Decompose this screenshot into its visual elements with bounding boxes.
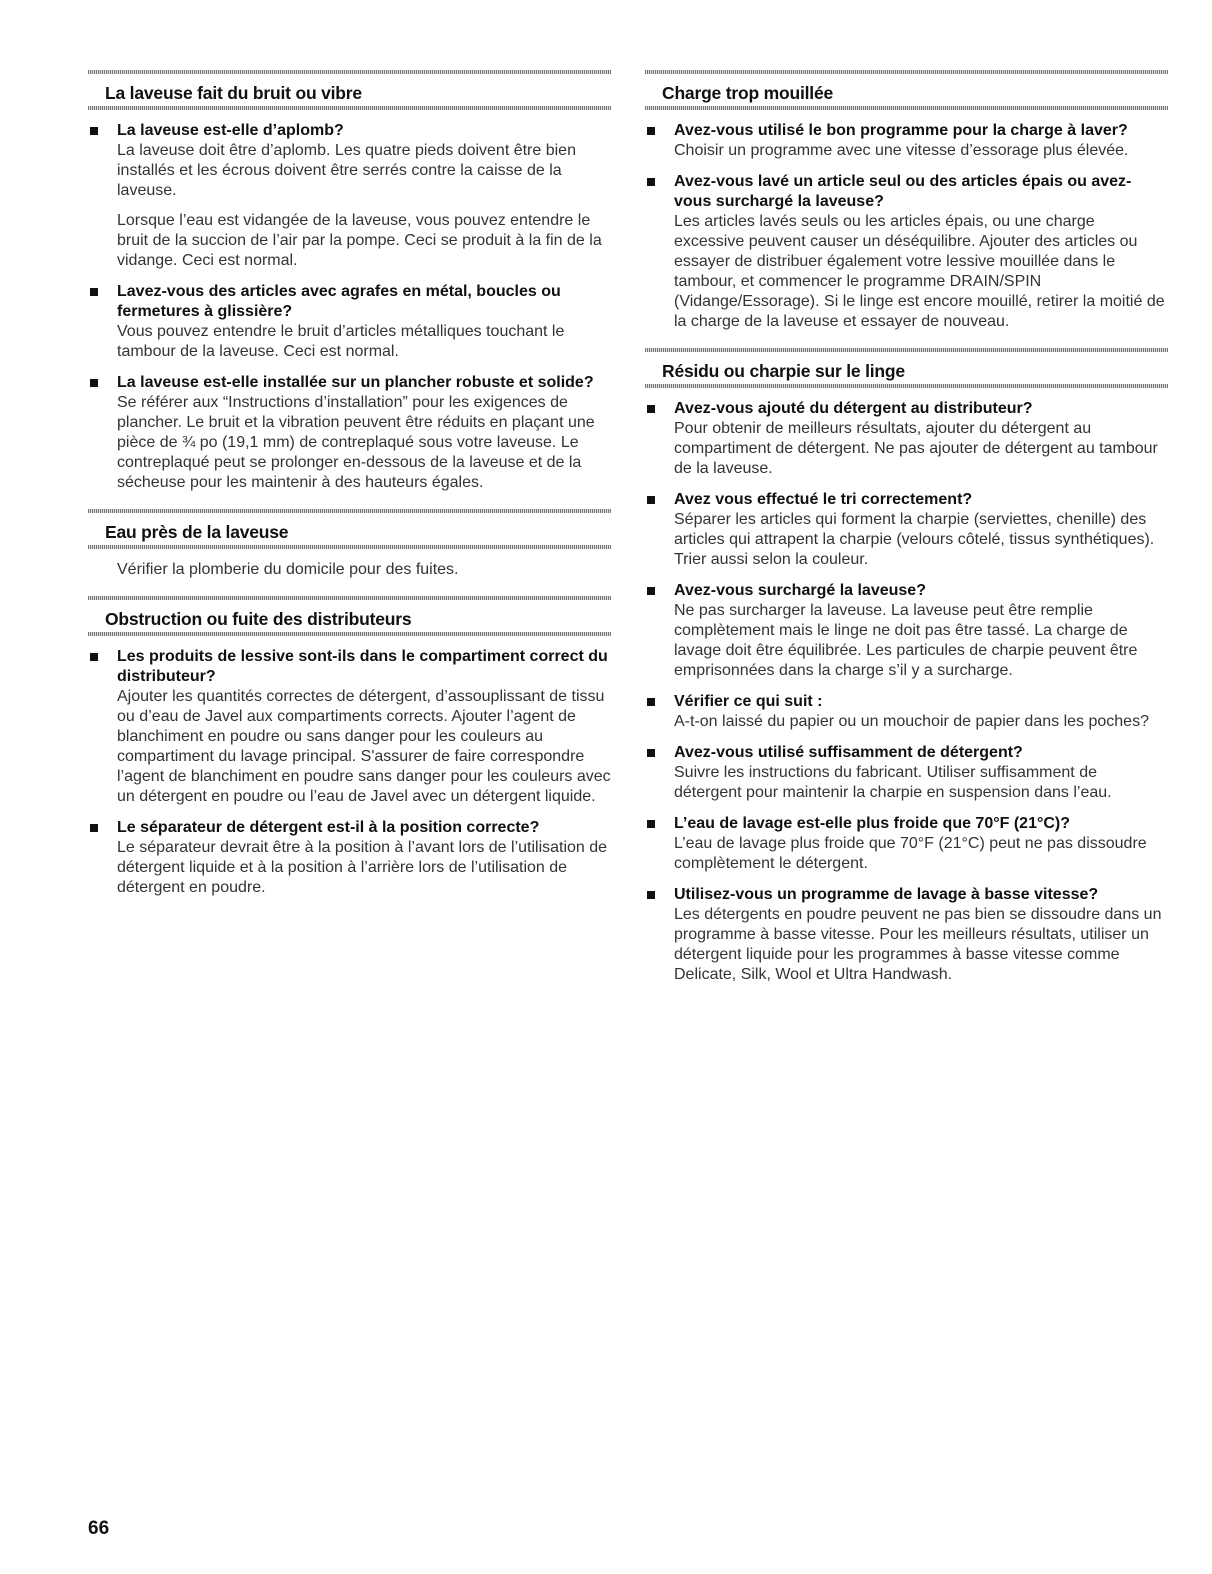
square-bullet-icon (647, 698, 655, 706)
list-item (645, 885, 1168, 985)
question: La laveuse est-elle installée sur un plancher robuste et solide? (117, 374, 594, 391)
list-item (645, 814, 1168, 874)
section-title: Eau près de la laveuse (105, 522, 289, 542)
question: Avez-vous ajouté du détergent au distributeur? (674, 400, 1033, 417)
paragraph: Vérifier la plomberie du domicile pour des fuites. (117, 561, 459, 578)
answer: Suivre les instructions du fabricant. Utiliser suffisamment de détergent pour maintenir la charpie en suspension dans l’eau. (674, 764, 1112, 801)
answer: Se référer aux “Instructions d’installation” pour les exigences de plancher. Le bruit et la vibration peuvent être réduits en plaçant une pièce de ¾ po (19,1 mm) de contreplaqué sous votre laveuse. Le contreplaqué peut se prolonger en-dessous de la laveuse et de la sécheuse pour les maintenir à des hauteurs égales. (117, 394, 595, 491)
answer: Vous pouvez entendre le bruit d’articles métalliques touchant le tambour de la laveuse. Ceci est normal. (117, 323, 565, 360)
section-noise (88, 70, 611, 493)
page-number: 66 (88, 1518, 110, 1539)
list-item (88, 647, 611, 807)
answer: Ajouter les quantités correctes de détergent, d’assouplissant de tissu ou d’eau de Javel aux compartiments corrects. Ajouter l’agent de blanchiment en poudre ou sans danger pour les couleurs au compartiment du lavage principal. S'assurer de faire correspondre l’agent de blanchiment en poudre sans danger pour les couleurs avec un détergent en poudre ou l’eau de Javel avec un détergent liquide. (117, 688, 611, 805)
answer: Les articles lavés seuls ou les articles épais, ou une charge excessive peuvent causer un déséquilibre. Ajouter des articles ou essayer de distribuer également votre lessive mouillée dans le tambour, et commencer le programme DRAIN/SPIN (Vidange/Essorage). Si le linge est encore mouillé, retirer la moitié de la charge de la laveuse et essayer de nouveau. (674, 213, 1165, 330)
square-bullet-icon (647, 820, 655, 828)
question: Utilisez-vous un programme de lavage à basse vitesse? (674, 886, 1099, 903)
paragraph: Lorsque l’eau est vidangée de la laveuse, vous pouvez entendre le bruit de la succion de l’air par la pompe. Ceci se produit à la fin de la vidange. Ceci est normal. (117, 212, 602, 269)
section-header (88, 596, 611, 636)
square-bullet-icon (90, 653, 98, 661)
list-item (88, 282, 611, 362)
section-title: Charge trop mouillée (662, 83, 834, 103)
square-bullet-icon (647, 178, 655, 186)
question: La laveuse est-elle d’aplomb? (117, 122, 344, 139)
list-item (88, 818, 611, 898)
section-wet-load (645, 70, 1168, 332)
section-dispensers (88, 596, 611, 898)
square-bullet-icon (90, 379, 98, 387)
section-title: La laveuse fait du bruit ou vibre (105, 83, 362, 103)
square-bullet-icon (90, 824, 98, 832)
answer: Choisir un programme avec une vitesse d’essorage plus élevée. (674, 142, 1129, 159)
section-lint (645, 348, 1168, 985)
square-bullet-icon (647, 891, 655, 899)
question: Avez vous effectué le tri correctement? (674, 491, 973, 508)
list-item (645, 490, 1168, 570)
answer: Séparer les articles qui forment la charpie (serviettes, chenille) des articles qui attrapent la charpie (velours côtelé, tissus synthétiques). Trier aussi selon la couleur. (674, 511, 1155, 568)
section-header (645, 70, 1168, 110)
question: Avez-vous utilisé le bon programme pour la charge à laver? (674, 122, 1128, 139)
question: L’eau de lavage est-elle plus froide que 70°F (21°C)? (674, 815, 1071, 832)
list-item (645, 172, 1168, 332)
section-header (88, 509, 611, 549)
question: Les produits de lessive sont-ils dans le compartiment correct du distributeur? (117, 648, 608, 685)
list-item (645, 399, 1168, 479)
answer: L’eau de lavage plus froide que 70°F (21°C) peut ne pas dissoudre complètement le détergent. (674, 835, 1147, 872)
section-title: Résidu ou charpie sur le linge (662, 361, 905, 381)
section-header (645, 348, 1168, 388)
list-item (645, 692, 1168, 732)
answer: Pour obtenir de meilleurs résultats, ajouter du détergent au compartiment de détergent. Ne pas ajouter de détergent au tambour de la laveuse. (674, 420, 1158, 477)
answer: A-t-on laissé du papier ou un mouchoir de papier dans les poches? (674, 713, 1149, 730)
list-item (88, 121, 611, 201)
answer: La laveuse doit être d’aplomb. Les quatre pieds doivent être bien installés et les écrous doivent être serrés contre la caisse de la laveuse. (117, 142, 576, 199)
square-bullet-icon (647, 127, 655, 135)
answer: Les détergents en poudre peuvent ne pas bien se dissoudre dans un programme à basse vitesse. Pour les meilleurs résultats, utiliser un détergent liquide pour les programmes à basse vitesse comme Delicate, Silk, Wool et Ultra Handwash. (674, 906, 1162, 983)
question: Avez-vous surchargé la laveuse? (674, 582, 926, 599)
square-bullet-icon (647, 587, 655, 595)
right-column (645, 70, 1168, 1001)
left-column (88, 70, 611, 914)
square-bullet-icon (647, 749, 655, 757)
square-bullet-icon (647, 405, 655, 413)
square-bullet-icon (90, 288, 98, 296)
list-item (645, 581, 1168, 681)
section-water (88, 509, 611, 580)
list-item (645, 121, 1168, 161)
list-item (88, 373, 611, 493)
question: Avez-vous lavé un article seul ou des articles épais ou avez-vous surchargé la laveuse? (674, 173, 1132, 210)
square-bullet-icon (90, 127, 98, 135)
list-item (645, 743, 1168, 803)
section-header (88, 70, 611, 110)
answer: Ne pas surcharger la laveuse. La laveuse peut être remplie complètement mais le linge ne doit pas être tassé. La charge de lavage doit être équilibrée. Les particules de charpie peuvent être emprisonnées dans la charge s’il y a surcharge. (674, 602, 1138, 679)
section-title: Obstruction ou fuite des distributeurs (105, 609, 412, 629)
question: Le séparateur de détergent est-il à la position correcte? (117, 819, 540, 836)
question: Lavez-vous des articles avec agrafes en métal, boucles ou fermetures à glissière? (117, 283, 561, 320)
question: Avez-vous utilisé suffisamment de détergent? (674, 744, 1023, 761)
answer: Le séparateur devrait être à la position à l’avant lors de l’utilisation de détergent liquide et à la position à l’arrière lors de l’utilisation de détergent en poudre. (117, 839, 608, 896)
question: Vérifier ce qui suit : (674, 693, 823, 710)
square-bullet-icon (647, 496, 655, 504)
